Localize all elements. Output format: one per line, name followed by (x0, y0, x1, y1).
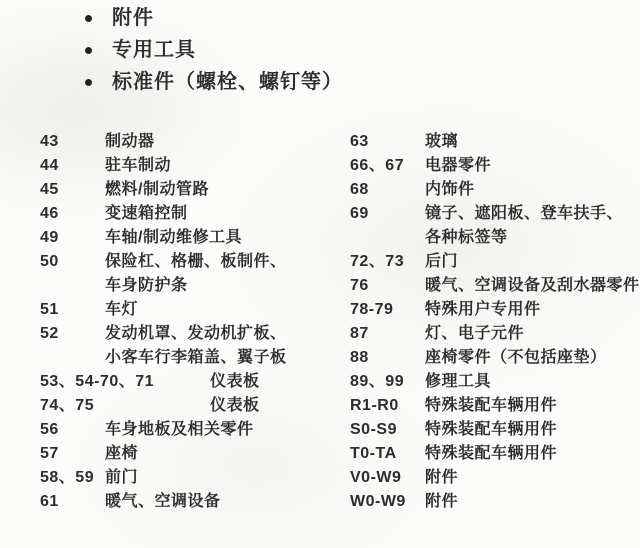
part-desc: 附件 (425, 469, 459, 486)
part-desc: 电器零件 (425, 157, 492, 174)
part-row (40, 154, 340, 178)
part-code: 49 (40, 229, 59, 246)
part-row (350, 178, 635, 202)
part-row (350, 202, 635, 250)
part-row (40, 418, 340, 442)
part-code: 52 (40, 325, 59, 342)
part-desc: 前门 (105, 469, 139, 486)
part-row (350, 346, 635, 370)
part-code: 61 (40, 493, 59, 510)
part-desc: 暖气、空调设备 (105, 493, 221, 510)
part-row (350, 154, 635, 178)
part-desc: 燃料/制动管路 (105, 181, 209, 198)
bullet-item (85, 34, 343, 66)
part-code: T0-TA (350, 445, 397, 462)
part-desc: 变速箱控制 (105, 205, 188, 222)
part-desc: 灯、电子元件 (425, 325, 525, 342)
part-row (350, 490, 635, 514)
part-row (350, 322, 635, 346)
part-code: 72、73 (350, 253, 405, 270)
part-row (40, 370, 340, 394)
part-row (40, 250, 340, 298)
part-row (40, 394, 340, 418)
part-desc: 保险杠、格栅、板制件、 (105, 253, 287, 270)
part-row (350, 418, 635, 442)
bullet-label: 附件 (112, 7, 154, 29)
part-desc: 特殊装配车辆用件 (425, 445, 558, 462)
part-row (40, 130, 340, 154)
part-desc: 仪表板 (210, 373, 260, 390)
bullet-dot-icon (85, 47, 92, 54)
part-code: 69 (350, 205, 369, 222)
part-row (350, 250, 635, 274)
part-desc: 仪表板 (210, 397, 260, 414)
part-desc: 车身地板及相关零件 (105, 421, 254, 438)
part-row (350, 274, 640, 298)
bullet-label: 标准件（螺栓、螺钉等） (112, 71, 343, 93)
part-code: S0-S9 (350, 421, 397, 438)
part-desc: 座椅 (105, 445, 139, 462)
part-code: 63 (350, 133, 369, 150)
part-code: W0-W9 (350, 493, 406, 510)
part-desc: 修理工具 (425, 373, 492, 390)
part-row (40, 298, 340, 322)
bullet-item (85, 2, 343, 34)
parts-column-left (40, 130, 340, 514)
part-desc: 车轴/制动维修工具 (105, 229, 242, 246)
part-desc: 特殊装配车辆用件 (425, 397, 558, 414)
part-desc: 附件 (425, 493, 459, 510)
part-desc-line2: 车身防护条 (105, 277, 188, 294)
bullet-label: 专用工具 (112, 39, 196, 61)
part-row (350, 298, 635, 322)
part-desc-line2: 小客车行李箱盖、翼子板 (105, 349, 287, 366)
part-desc: 玻璃 (425, 133, 459, 150)
part-code: 68 (350, 181, 369, 198)
part-code: 88 (350, 349, 369, 366)
part-row (350, 370, 635, 394)
part-row (350, 394, 635, 418)
part-code: 45 (40, 181, 59, 198)
part-code: 78-79 (350, 301, 394, 318)
part-code: 53、54-70、71 (40, 373, 155, 390)
part-row (40, 466, 340, 490)
part-desc: 车灯 (105, 301, 139, 318)
part-code: 43 (40, 133, 59, 150)
part-code: 51 (40, 301, 59, 318)
part-desc: 制动器 (105, 133, 155, 150)
part-desc: 内饰件 (425, 181, 475, 198)
part-row (40, 202, 340, 226)
part-code: 46 (40, 205, 59, 222)
part-code: 56 (40, 421, 59, 438)
part-code: 87 (350, 325, 369, 342)
part-row (40, 322, 340, 370)
part-desc: 特殊用户专用件 (425, 301, 541, 318)
part-code: R1-R0 (350, 397, 399, 414)
part-desc-line2: 各种标签等 (425, 229, 508, 246)
part-row (40, 442, 340, 466)
part-code: 76 (350, 277, 369, 294)
part-row (40, 226, 340, 250)
part-row (40, 490, 340, 514)
part-row (40, 178, 340, 202)
part-code: V0-W9 (350, 469, 402, 486)
bullet-item (85, 66, 343, 98)
bullet-dot-icon (85, 79, 92, 86)
part-row (350, 442, 635, 466)
part-code: 50 (40, 253, 59, 270)
part-row (350, 466, 635, 490)
bullet-list (85, 2, 343, 98)
part-desc: 座椅零件（不包括座垫） (425, 349, 607, 366)
part-desc: 特殊装配车辆用件 (425, 421, 558, 438)
part-row (350, 130, 635, 154)
part-code: 44 (40, 157, 59, 174)
part-code: 57 (40, 445, 59, 462)
part-desc: 驻车制动 (105, 157, 172, 174)
part-code: 58、59 (40, 469, 95, 486)
part-code: 66、67 (350, 157, 405, 174)
part-desc: 发动机罩、发动机扩板、 (105, 325, 287, 342)
part-desc: 暖气、空调设备及刮水器零件 (425, 277, 640, 294)
part-code: 89、99 (350, 373, 405, 390)
part-desc: 后门 (425, 253, 459, 270)
part-desc: 镜子、遮阳板、登车扶手、 (425, 205, 624, 222)
bullet-dot-icon (85, 15, 92, 22)
parts-column-right (350, 130, 640, 514)
part-code: 74、75 (40, 397, 95, 414)
